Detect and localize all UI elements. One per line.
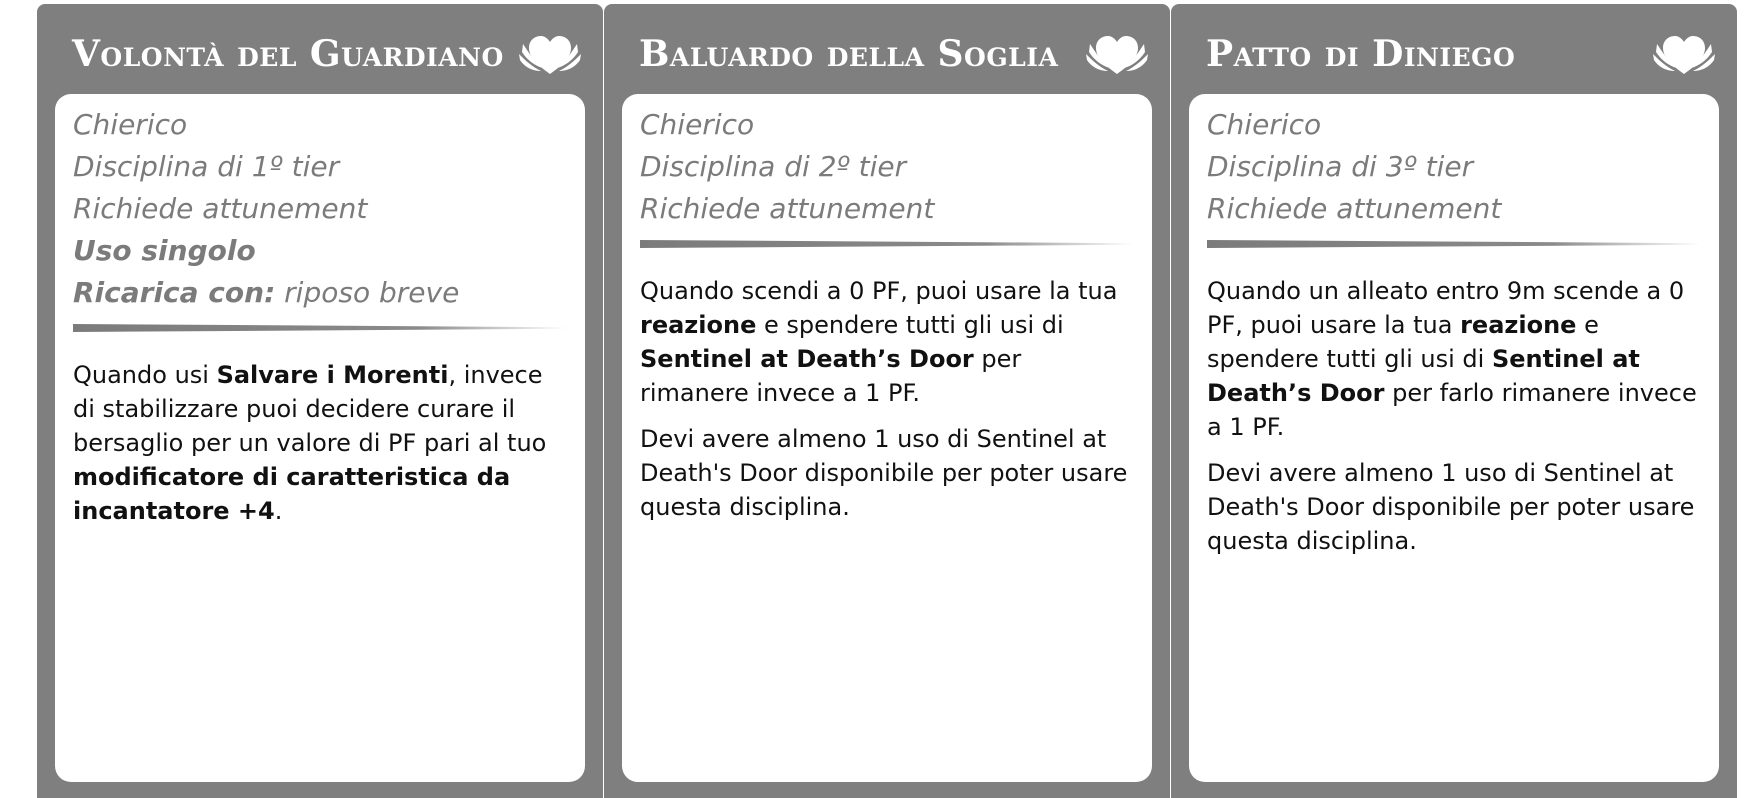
- card-recharge: [73, 272, 567, 314]
- description-text: Devi avere almeno 1 uso di Sentinel at Death's Door disponibile per poter usare questa disciplina.: [640, 425, 1128, 521]
- card-body: [1189, 94, 1719, 782]
- discipline-card: [604, 4, 1170, 798]
- card-divider: [1207, 240, 1701, 248]
- description-bold-term: reazione: [1460, 311, 1577, 339]
- description-text: per farlo rimanere invece a 1 PF.: [1207, 379, 1697, 441]
- card-class: Chierico: [1207, 108, 1322, 141]
- card-title: Volontà del Guardiano: [72, 33, 504, 75]
- discipline-card: [37, 4, 603, 798]
- description-paragraph: [1207, 274, 1701, 444]
- card-tier: Disciplina di 2º tier: [640, 150, 907, 183]
- card-attunement: Richiede attunement: [73, 192, 368, 225]
- description-paragraph: [1207, 456, 1701, 558]
- discipline-cards: [37, 4, 1737, 798]
- card-header: [639, 26, 1059, 82]
- description-bold-term: Salvare i Morenti: [216, 361, 449, 389]
- card-description: [1207, 274, 1701, 558]
- card-body: [622, 94, 1152, 782]
- card-tier: Disciplina di 1º tier: [73, 150, 340, 183]
- lotus-heart-icon: [1653, 30, 1715, 78]
- card-divider: [73, 324, 567, 332]
- card-title: Baluardo della Soglia: [639, 33, 1059, 75]
- description-text: Quando usi: [73, 361, 217, 389]
- card-description: [640, 274, 1134, 524]
- description-bold-term: Sentinel at Death’s Door: [640, 345, 974, 373]
- card-title: Patto di Diniego: [1206, 33, 1516, 75]
- description-text: , invece di stabilizzare puoi decidere curare il bersaglio per un valore di PF pari al tuo: [73, 361, 547, 457]
- card-header: [72, 26, 504, 82]
- description-bold-term: reazione: [640, 311, 757, 339]
- card-attunement: Richiede attunement: [640, 192, 935, 225]
- description-text: .: [274, 497, 283, 525]
- recharge-label: Ricarica con:: [73, 276, 276, 309]
- card-tier: Disciplina di 3º tier: [1207, 150, 1474, 183]
- card-class: Chierico: [73, 108, 188, 141]
- card-class: Chierico: [640, 108, 755, 141]
- description-bold-term: modificatore di caratteristica da incantatore +4: [73, 463, 511, 525]
- recharge-value: riposo breve: [275, 276, 460, 309]
- description-text: Devi avere almeno 1 uso di Sentinel at Death's Door disponibile per poter usare questa disciplina.: [1207, 459, 1695, 555]
- description-paragraph: [640, 422, 1134, 524]
- card-usage: Uso singolo: [73, 234, 256, 267]
- description-text: e spendere tutti gli usi di: [1207, 311, 1599, 373]
- lotus-heart-icon: [1086, 30, 1148, 78]
- description-paragraph: [640, 274, 1134, 410]
- card-header: [1206, 26, 1626, 82]
- discipline-card: [1171, 4, 1737, 798]
- description-bold-term: Sentinel at Death’s Door: [1207, 345, 1640, 407]
- description-text: e spendere tutti gli usi di: [756, 311, 1064, 339]
- card-description: [73, 358, 567, 528]
- card-divider: [640, 240, 1134, 248]
- lotus-heart-icon: [519, 30, 581, 78]
- description-text: Quando scendi a 0 PF, puoi usare la tua: [640, 277, 1118, 305]
- description-paragraph: [73, 358, 567, 528]
- card-attunement: Richiede attunement: [1207, 192, 1502, 225]
- card-body: [55, 94, 585, 782]
- description-text: Quando un alleato entro 9m scende a 0 PF, puoi usare la tua: [1207, 277, 1685, 339]
- description-text: per rimanere invece a 1 PF.: [640, 345, 1022, 407]
